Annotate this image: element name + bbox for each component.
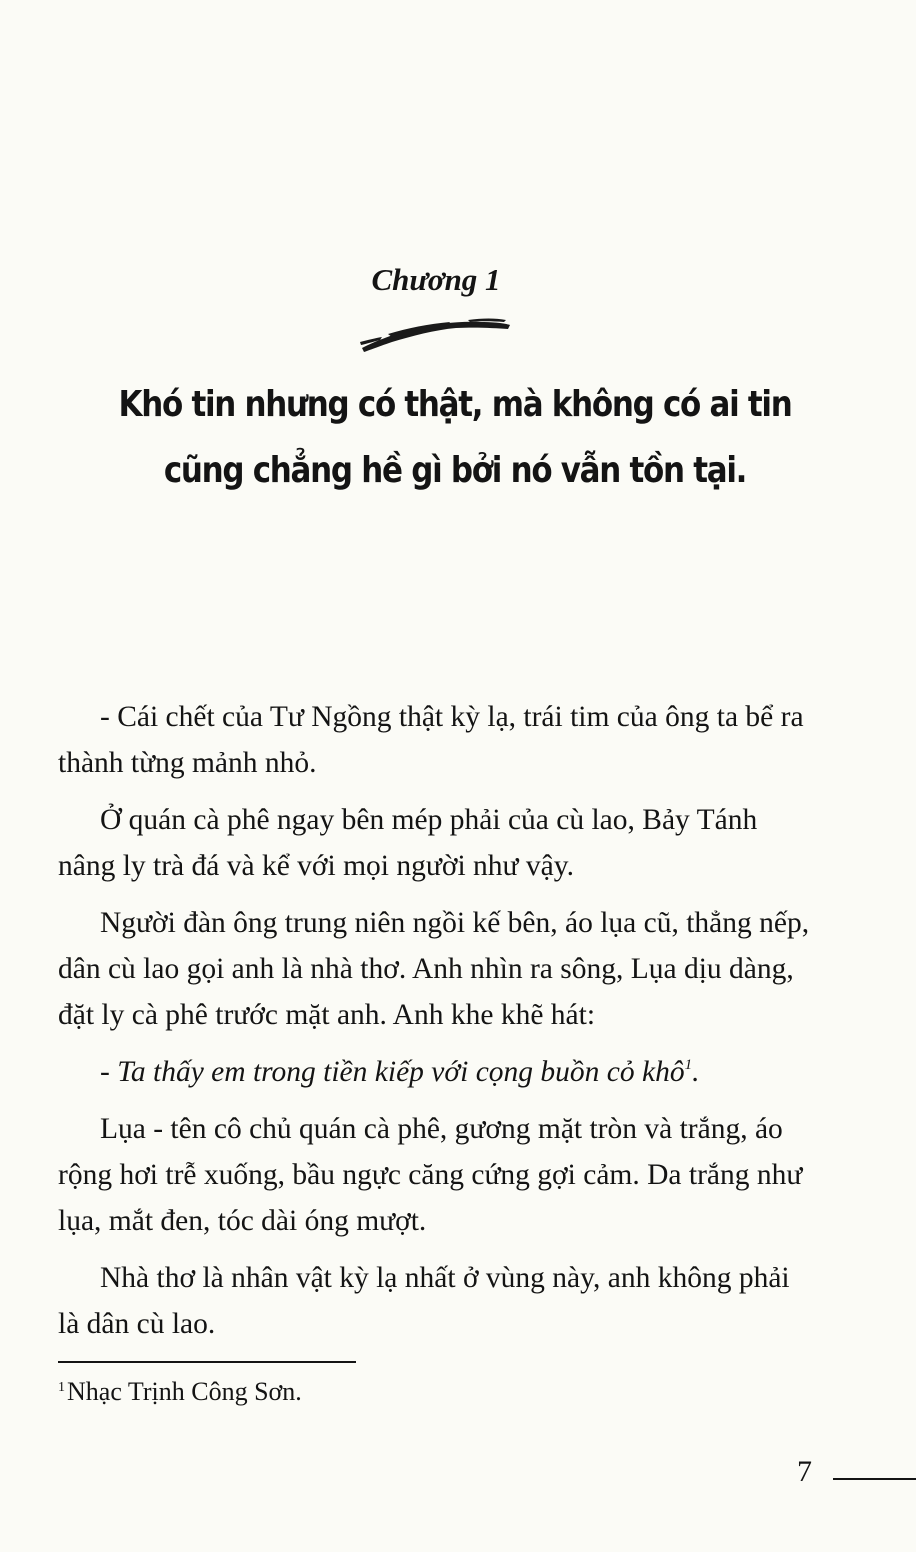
footnote-marker: 1 (58, 1380, 65, 1395)
chapter-title (115, 372, 794, 504)
brush-stroke-divider (358, 312, 514, 354)
paragraph: - Cái chết của Tư Ngồng thật kỳ lạ, trái tim của ông ta bể ra thành từng mảnh nhỏ. (58, 701, 804, 779)
paragraph: Nhà thơ là nhân vật kỳ lạ nhất ở vùng này, anh không phải là dân cù lao. (58, 1262, 790, 1340)
paragraph: Người đàn ông trung niên ngồi kế bên, áo lụa cũ, thẳng nếp, dân cù lao gọi anh là nhà thơ. Anh nhìn ra sông, Lụa dịu dàng, đặt ly cà phê trước mặt anh. Anh khe khẽ hát: (58, 907, 810, 1031)
page-number-rule (833, 1478, 916, 1480)
chapter-title-line: cũng chẳng hề gì bởi nó vẫn tồn tại. (163, 450, 747, 491)
paragraph: Lụa - tên cô chủ quán cà phê, gương mặt tròn và trắng, áo rộng hơi trễ xuống, bầu ngực căng cứng gợi cảm. Da trắng như lụa, mắt đen, tóc dài óng mượt. (58, 1113, 803, 1237)
footnote-divider (58, 1361, 356, 1363)
footnote-reference: 1 (684, 1057, 693, 1073)
paragraph-lyric: - Ta thấy em trong tiền kiếp với cọng buồn cỏ khô$^1$. (100, 1056, 700, 1088)
paragraph: Ở quán cà phê ngay bên mép phải của cù lao, Bảy Tánh nâng ly trà đá và kể với mọi người như vậy. (58, 804, 758, 882)
footnote (58, 1372, 302, 1412)
body-text (58, 694, 816, 1358)
chapter-label: Chương 1 (371, 262, 501, 297)
chapter-title-line: Khó tin nhưng có thật, mà không có ai tin (118, 384, 792, 425)
footnote-text: Nhạc Trịnh Công Sơn. (67, 1377, 302, 1406)
page-number: 7 (797, 1455, 812, 1488)
